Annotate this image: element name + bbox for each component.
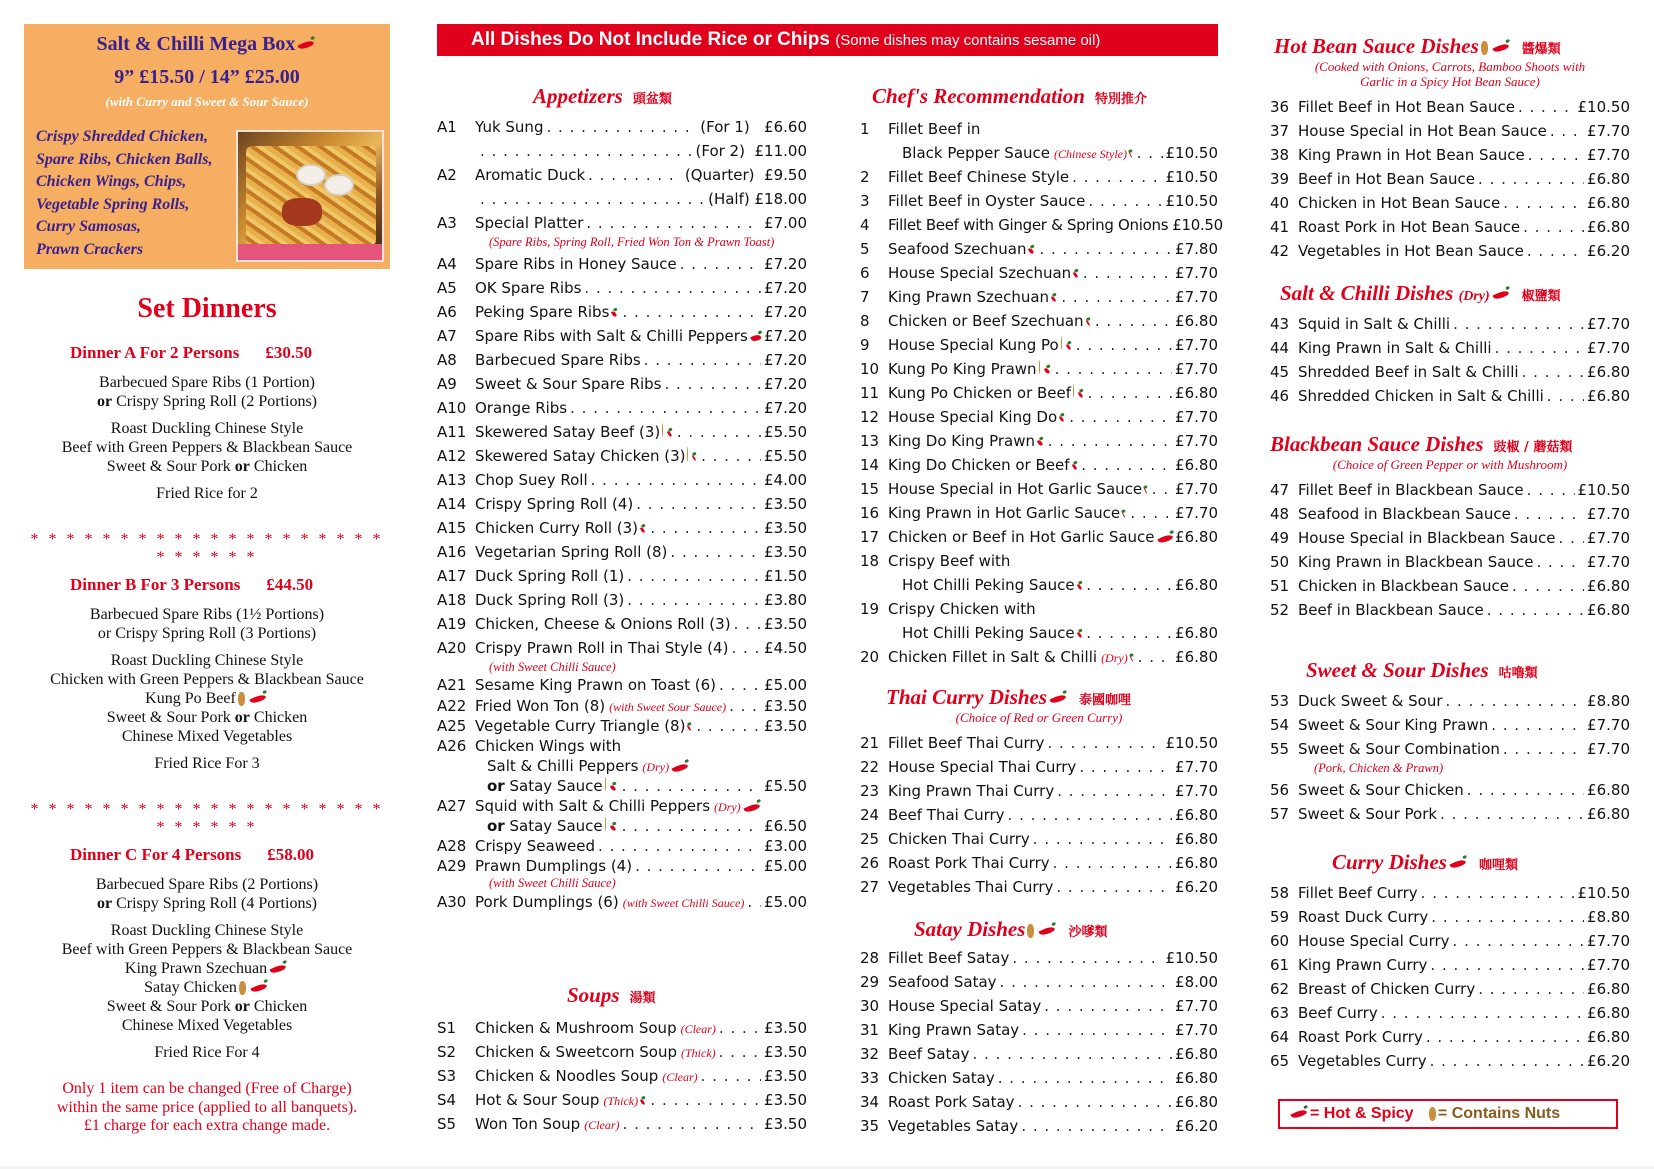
dinner-line	[24, 392, 390, 411]
dinner-b-name: Dinner B For 3 Persons	[70, 575, 241, 594]
menu-row: 48 Seafood in Blackbean Sauce . . . £7.70	[1270, 502, 1630, 526]
change-policy-note	[24, 1080, 390, 1136]
legend-hot: = Hot & Spicy	[1310, 1105, 1414, 1122]
menu-row: 61 King Prawn Curry . . . £7.70	[1270, 953, 1630, 977]
photo-box-edge	[238, 244, 384, 260]
menu-row: . . . (For 2) £11.00	[437, 139, 807, 163]
peanut-icon	[1039, 360, 1041, 374]
menu-row: 44 King Prawn in Salt & Chilli . . . £7.70	[1270, 336, 1630, 360]
dinner-line-text: Crispy Spring Roll (2 Portions)	[116, 393, 317, 410]
menu-row: 60 House Special Curry . . . £7.70	[1270, 929, 1630, 953]
menu-row: A29 Prawn Dumplings (4) . . . £5.00	[437, 856, 807, 876]
menu-row: A5 OK Spare Ribs . . . £7.20	[437, 276, 807, 300]
dinner-a-name: Dinner A For 2 Persons	[70, 343, 240, 362]
chili-icon	[1073, 272, 1078, 279]
menu-row: 5 Seafood Szechuan . . . £7.80	[860, 237, 1218, 261]
mega-box-title: Salt & Chilli Mega Box	[24, 24, 390, 57]
menu-row: 63 Beef Curry . . . £6.80	[1270, 1001, 1630, 1025]
menu-row: 14 King Do Chicken or Beef . . . £6.80	[860, 453, 1218, 477]
menu-row: A13 Chop Suey Roll . . . £4.00	[437, 468, 807, 492]
menu-row: A2 Aromatic Duck . . . (Quarter) £9.50	[437, 163, 807, 187]
peanut-icon	[605, 777, 607, 791]
chili-icon	[1085, 320, 1090, 326]
menu-row: 6 House Special Szechuan . . . £7.70	[860, 261, 1218, 285]
dinner-a-heading	[24, 343, 390, 363]
or-word: or	[487, 817, 505, 835]
photo-sauce-pot	[296, 164, 326, 186]
dinner-line: Beef with Green Peppers & Blackbean Sauce	[61, 941, 353, 958]
dinner-line-text: Kung Po Beef	[145, 690, 236, 707]
menu-row: 30 House Special Satay . . . £7.70	[860, 994, 1218, 1018]
dinner-line-text: Sweet & Sour Pork	[106, 998, 231, 1015]
note-line: within the same price (applied to all banquets).	[56, 1098, 358, 1116]
dinner-c-heading	[24, 845, 390, 865]
menu-row: 37 House Special in Hot Bean Sauce . . . £7.70	[1270, 119, 1630, 143]
menu-row: 15 House Special in Hot Garlic Sauce . . . £7.70	[860, 477, 1218, 501]
saltchilli-title: Salt & Chilli Dishes (Dry) 椒鹽類	[1280, 281, 1561, 305]
peanut-icon	[1073, 384, 1074, 398]
chili-icon	[1037, 439, 1043, 446]
menu-row: 11 Kung Po Chicken or Beef . . . £6.80	[860, 381, 1218, 405]
chili-icon	[610, 784, 616, 791]
item-note: (with Sweet Chilli Sauce)	[489, 876, 616, 890]
menu-row: 65 Vegetables Curry . . . £6.20	[1270, 1049, 1630, 1073]
menu-row: 35 Vegetables Satay . . . £6.20	[860, 1114, 1218, 1138]
menu-row: 12 House Special King Do . . . £7.70	[860, 405, 1218, 429]
mega-box-prices: 9” £15.50 / 14” £25.00	[114, 66, 300, 88]
menu-row: A30 Pork Dumplings (6) (with Sweet Chilli Sauce) . . . £5.00	[437, 891, 807, 913]
chili-icon	[672, 762, 689, 774]
dinner-line-text: Chicken	[253, 998, 308, 1015]
menu-row: A6 Peking Spare Ribs . . . £7.20	[437, 300, 807, 324]
menu-row: 53 Duck Sweet & Sour . . . £8.80	[1270, 689, 1630, 713]
menu-row: 1 Fillet Beef in	[860, 120, 981, 138]
menu-row: A7 Spare Ribs with Salt & Chilli Peppers £7.20	[437, 327, 807, 345]
dinner-b-price: £44.50	[266, 575, 314, 594]
dinner-line	[24, 689, 390, 708]
peanut-icon	[605, 817, 607, 831]
menu-row: A11 Skewered Satay Beef (3) . . . £5.50	[437, 420, 807, 444]
dinner-line-text: Chicken	[253, 458, 308, 475]
menu-row: 21 Fillet Beef Thai Curry . . . £10.50	[860, 731, 1218, 755]
or-word: or	[96, 895, 113, 912]
menu-row: 20 Chicken Fillet in Salt & Chilli (Dry) . . . £6.80	[860, 645, 1218, 669]
menu-row: 64 Roast Pork Curry . . . £6.80	[1270, 1025, 1630, 1049]
item-note: (Spare Ribs, Spring Roll, Fried Won Ton & Prawn Toast)	[489, 235, 775, 249]
menu-row: A8 Barbecued Spare Ribs . . . £7.20	[437, 348, 807, 372]
menu-row: 41 Roast Pork in Hot Bean Sauce . . . £6.80	[1270, 215, 1630, 239]
menu-row: 25 Chicken Thai Curry . . . £6.80	[860, 827, 1218, 851]
dinner-a-price: £30.50	[265, 343, 313, 362]
dinner-line-text: Sweet & Sour Pork	[106, 709, 231, 726]
mega-box-item: Prawn Crackers	[36, 240, 144, 258]
menu-row: A9 Sweet & Sour Spare Ribs . . . £7.20	[437, 372, 807, 396]
dinner-line: Barbecued Spare Ribs (1 Portion)	[99, 374, 315, 391]
chili-icon	[610, 824, 616, 831]
peanut-icon	[1429, 1107, 1436, 1121]
thai-sub: (Choice of Red or Green Curry)	[955, 710, 1123, 725]
dinner-line: Roast Duckling Chinese Style	[110, 420, 304, 437]
menu-row: 32 Beef Satay . . . £6.80	[860, 1042, 1218, 1066]
thai-cn: 泰國咖哩	[1079, 693, 1132, 708]
mega-box-item: Crispy Shredded Chicken,	[36, 128, 209, 145]
menu-row: A22 Fried Won Ton (8) (with Sweet Sour Sauce) . . . £3.50	[437, 696, 807, 716]
menu-row: 8 Chicken or Beef Szechuan . . . £6.80	[860, 309, 1218, 333]
menu-row: 13 King Do King Prawn . . . £7.70	[860, 429, 1218, 453]
menu-row: A28 Crispy Seaweed . . . £3.00	[437, 836, 807, 856]
menu-row: 19 Crispy Chicken with	[860, 600, 1036, 618]
menu-row: 24 Beef Thai Curry . . . £6.80	[860, 803, 1218, 827]
dinner-line	[24, 978, 390, 997]
dinner-line: Chinese Mixed Vegetables	[121, 1017, 293, 1034]
menu-row: 3 Fillet Beef in Oyster Sauce . . . £10.50	[860, 189, 1218, 213]
dinner-line: Chinese Mixed Vegetables	[121, 728, 293, 745]
left-column	[24, 24, 390, 1136]
menu-row: . . . (Half) £18.00	[437, 187, 807, 211]
dinner-line: or Crispy Spring Roll (3 Portions)	[97, 625, 317, 642]
menu-row: 58 Fillet Beef Curry . . . £10.50	[1270, 881, 1630, 905]
dinner-line-text: Satay Chicken	[144, 979, 237, 996]
menu-row: A16 Vegetarian Spring Roll (8) . . . £3.50	[437, 540, 807, 564]
menu-row: 2 Fillet Beef Chinese Style . . . £10.50	[860, 165, 1218, 189]
menu-row: 40 Chicken in Hot Bean Sauce . . . £6.80	[1270, 191, 1630, 215]
chili-icon	[1078, 392, 1083, 399]
chili-icon	[640, 527, 646, 534]
rice-chips-banner	[437, 24, 1218, 56]
dinner-line: Roast Duckling Chinese Style	[110, 922, 304, 939]
chili-icon	[1050, 693, 1067, 705]
mega-box-item: Spare Ribs, Chicken Balls,	[36, 150, 213, 168]
menu-row: Black Pepper Sauce (Chinese Style) . . . £10.50	[860, 141, 1218, 165]
peanut-icon	[1061, 336, 1062, 350]
chili-icon	[250, 982, 267, 994]
chili-icon	[1059, 416, 1064, 423]
mega-box-panel	[24, 24, 390, 269]
peanut-icon	[1027, 924, 1034, 938]
chili-icon	[1449, 858, 1466, 870]
sub-line: Garlic in a Spicy Hot Bean Sauce)	[1360, 74, 1540, 89]
chili-icon	[687, 725, 691, 731]
chili-icon	[1071, 464, 1076, 471]
menu-row: 9 House Special Kung Po . . . £7.70	[860, 333, 1218, 357]
menu-row: 27 Vegetables Thai Curry . . . £6.20	[860, 875, 1218, 899]
sub-line: (Cooked with Onions, Carrots, Bamboo Shoots with	[1314, 59, 1586, 74]
curry-title: Curry Dishes 咖哩類	[1332, 850, 1518, 874]
soups-title: Soups 湯類	[567, 983, 656, 1007]
mega-box-item: Curry Samosas,	[36, 218, 141, 235]
menu-row: A26 Chicken Wings with	[437, 737, 622, 755]
dinner-b-heading	[24, 575, 390, 595]
menu-row: 47 Fillet Beef in Blackbean Sauce . . . £10.50	[1270, 478, 1630, 502]
or-word: or	[487, 777, 505, 795]
chili-icon	[611, 310, 617, 317]
menu-row: Salt & Chilli Peppers (Dry)	[437, 756, 807, 776]
menu-row: S4 Hot & Sour Soup (Thick) . . . £3.50	[437, 1088, 807, 1112]
chili-icon	[270, 963, 287, 975]
dinner-line: Fried Rice For 4	[154, 1044, 260, 1061]
banner-sub: (Some dishes may contains sesame oil)	[835, 32, 1101, 49]
mega-box-photo	[236, 130, 384, 262]
dinner-line	[24, 457, 390, 476]
chili-icon	[692, 455, 696, 461]
menu-row: 42 Vegetables in Hot Bean Sauce . . . £6.20	[1270, 239, 1630, 263]
chefs-cn: 特別推介	[1094, 92, 1147, 107]
satay-cn: 沙嗲類	[1068, 925, 1108, 940]
menu-row: 33 Chicken Satay . . . £6.80	[860, 1066, 1218, 1090]
dinner-line	[24, 959, 390, 978]
item-note: (with Sweet Chilli Sauce)	[489, 660, 616, 674]
legend-nuts: = Contains Nuts	[1437, 1105, 1561, 1122]
saltchilli-cn: 椒鹽類	[1521, 289, 1561, 304]
menu-row: A3 Special Platter . . . £7.00	[437, 211, 807, 235]
menu-row: A17 Duck Spring Roll (1) . . . £1.50	[437, 564, 807, 588]
note-line: £1 charge for each extra change made.	[83, 1117, 331, 1134]
menu-row: S2 Chicken & Sweetcorn Soup (Thick) . . . £3.50	[437, 1040, 807, 1064]
chili-icon	[640, 1099, 646, 1106]
dinner-c-price: £58.00	[267, 845, 315, 864]
menu-row: A4 Spare Ribs in Honey Sauce . . . £7.20	[437, 252, 807, 276]
menu-row: A12 Skewered Satay Chicken (3) . . . £5.50	[437, 444, 807, 468]
thai-title: Thai Curry Dishes 泰國咖哩	[886, 685, 1132, 709]
menu-row: A27 Squid with Salt & Chilli Peppers (Dry)	[437, 796, 807, 816]
mega-box-item: Chicken Wings, Chips,	[36, 173, 187, 190]
menu-row: 7 King Prawn Szechuan . . . £7.70	[860, 285, 1218, 309]
chili-icon	[1290, 1108, 1307, 1120]
photo-chicken-balls	[282, 198, 322, 226]
menu-row: 4 Fillet Beef with Ginger & Spring Onions £10.50	[860, 216, 1223, 234]
dinner-line-text: Chicken	[253, 709, 308, 726]
dinner-line	[24, 997, 390, 1016]
chili-icon	[1028, 247, 1034, 254]
or-word: or	[234, 998, 250, 1015]
menu-row: A19 Chicken, Cheese & Onions Roll (3) . . . £3.50	[437, 612, 807, 636]
icon-legend	[1278, 1099, 1618, 1129]
banner-main: All Dishes Do Not Include Rice or Chips	[471, 29, 830, 50]
mega-box-note: (with Curry and Sweet & Sour Sauce)	[105, 94, 309, 109]
chili-icon	[1129, 152, 1132, 158]
menu-row: 54 Sweet & Sour King Prawn . . . £7.70	[1270, 713, 1630, 737]
menu-row: S1 Chicken & Mushroom Soup (Clear) . . . £3.50	[437, 1016, 807, 1040]
chili-icon	[1122, 512, 1126, 518]
dinner-line	[24, 894, 390, 913]
hotbean-cn: 醬爆類	[1521, 42, 1561, 57]
or-word: or	[234, 709, 250, 726]
appetizers-cn: 頭盆類	[632, 92, 672, 107]
chili-icon	[249, 693, 266, 705]
menu-row: 22 House Special Thai Curry . . . £7.70	[860, 755, 1218, 779]
dinner-line: Beef with Green Peppers & Blackbean Sauce	[61, 439, 353, 456]
chili-icon	[1051, 296, 1057, 303]
dinner-line-text: Sweet & Sour Pork	[106, 458, 231, 475]
menu-row: or Satay Sauce . . . £6.50	[437, 816, 807, 836]
menu-row: 57 Sweet & Sour Pork . . . £6.80	[1270, 802, 1630, 826]
menu-row: 26 Roast Pork Thai Curry . . . £6.80	[860, 851, 1218, 875]
dinner-line-text: King Prawn Szechuan	[124, 960, 268, 977]
stars-divider: * * * * * * * * * * * * * * * * * * * * * * * * * *	[30, 531, 384, 566]
menu-row: A10 Orange Ribs . . . £7.20	[437, 396, 807, 420]
menu-row: 29 Seafood Satay . . . £8.00	[860, 970, 1218, 994]
photo-tray	[246, 146, 376, 246]
dinner-line: Chicken with Green Peppers & Blackbean Sauce	[50, 671, 364, 688]
dinner-line: Barbecued Spare Ribs (2 Portions)	[95, 876, 319, 893]
item-note: (Pork, Chicken & Prawn)	[1314, 761, 1444, 775]
menu-row: 50 King Prawn in Blackbean Sauce . . . £7.70	[1270, 550, 1630, 574]
menu-row: 10 Kung Po King Prawn . . . £7.70	[860, 357, 1218, 381]
dinner-line-text: Crispy Spring Roll (4 Portions)	[116, 895, 317, 912]
peanut-icon	[238, 692, 245, 706]
dinner-line	[24, 708, 390, 727]
menu-row: 43 Squid in Salt & Chilli . . . £7.70	[1270, 312, 1630, 336]
or-word: or	[96, 393, 113, 410]
saltchilli-dry: (Dry)	[1458, 289, 1490, 304]
menu-row: Hot Chilli Peking Sauce . . . £6.80	[860, 621, 1218, 645]
menu-row: Hot Chilli Peking Sauce . . . £6.80	[860, 573, 1218, 597]
hotbean-title: Hot Bean Sauce Dishes 醬爆類	[1274, 34, 1561, 58]
dinner-c-name: Dinner C For 4 Persons	[70, 845, 242, 864]
dinner-line: Fried Rice For 3	[154, 755, 260, 772]
peanut-icon	[239, 981, 246, 995]
menu-row: 28 Fillet Beef Satay . . . £10.50	[860, 946, 1218, 970]
appetizers-column	[437, 84, 807, 1136]
menu-row: 17 Chicken or Beef in Hot Garlic Sauce £6.80	[860, 528, 1218, 546]
menu-row: 16 King Prawn in Hot Garlic Sauce . . . £7.70	[860, 501, 1218, 525]
menu-row: A14 Crispy Spring Roll (4) . . . £3.50	[437, 492, 807, 516]
menu-row: 46 Shredded Chicken in Salt & Chilli . . . £6.80	[1270, 384, 1630, 408]
sweetsour-cn: 咕嚕類	[1498, 666, 1538, 681]
menu-row: 59 Roast Duck Curry . . . £8.80	[1270, 905, 1630, 929]
chili-icon	[1129, 656, 1132, 662]
appetizers-title: Appetizers 頭盆類	[533, 84, 672, 108]
menu-row: 36 Fillet Beef in Hot Bean Sauce . . . £10.50	[1270, 95, 1630, 119]
menu-row: 56 Sweet & Sour Chicken . . . £6.80	[1270, 778, 1630, 802]
hotbean-sub	[1270, 59, 1630, 89]
photo-sauce-pot	[324, 174, 354, 196]
menu-row: A25 Vegetable Curry Triangle (8) . . . £3.50	[437, 716, 807, 736]
blackbean-title: Blackbean Sauce Dishes 豉椒 / 蘑菇類	[1270, 432, 1573, 456]
chili-icon	[1492, 42, 1509, 54]
satay-title: Satay Dishes 沙嗲類	[914, 917, 1108, 941]
stars-divider: * * * * * * * * * * * * * * * * * * * * * * * * * *	[30, 801, 384, 836]
chili-icon	[1492, 289, 1509, 301]
blackbean-cn: 豉椒 / 蘑菇類	[1493, 440, 1573, 455]
peanut-icon	[1481, 41, 1488, 55]
menu-row: 49 House Special in Blackbean Sauce . . . £7.70	[1270, 526, 1630, 550]
menu-row: 62 Breast of Chicken Curry . . . £6.80	[1270, 977, 1630, 1001]
chefs-title: Chef's Recommendation 特別推介	[872, 84, 1147, 108]
chili-icon	[1144, 488, 1147, 494]
chili-icon	[1157, 533, 1173, 545]
menu-row: 45 Shredded Beef in Salt & Chilli . . . £6.80	[1270, 360, 1630, 384]
chili-icon	[1039, 925, 1056, 937]
menu-row: 18 Crispy Beef with	[860, 552, 1011, 570]
note-line: Only 1 item can be changed (Free of Charge)	[62, 1080, 352, 1097]
chili-icon	[1076, 632, 1081, 639]
menu-row: A1 Yuk Sung . . . (For 1) £6.60	[437, 115, 807, 139]
menu-row: A21 Sesame King Prawn on Toast (6) . . . £5.00	[437, 675, 807, 696]
sweetsour-title: Sweet & Sour Dishes 咕嚕類	[1306, 658, 1538, 682]
or-word: or	[234, 458, 250, 475]
menu-row: 38 King Prawn in Hot Bean Sauce . . . £7.70	[1270, 143, 1630, 167]
dinner-line: Fried Rice for 2	[156, 485, 258, 502]
menu-row: 31 King Prawn Satay . . . £7.70	[860, 1018, 1218, 1042]
menu-row: A18 Duck Spring Roll (3) . . . £3.80	[437, 588, 807, 612]
right-column	[1270, 34, 1630, 1073]
menu-row: 55 Sweet & Sour Combination . . . £7.70	[1270, 737, 1630, 761]
chili-icon	[1076, 584, 1081, 591]
menu-row: S3 Chicken & Noodles Soup (Clear) . . . £3.50	[437, 1064, 807, 1088]
set-dinners-title: Set Dinners	[137, 293, 277, 324]
chefs-column	[860, 84, 1223, 1138]
menu-row: S5 Won Ton Soup (Clear) . . . £3.50	[437, 1112, 807, 1136]
menu-row: 51 Chicken in Blackbean Sauce . . . £6.80	[1270, 574, 1630, 598]
chili-icon	[1044, 368, 1050, 375]
menu-row: A20 Crispy Prawn Roll in Thai Style (4) . . . £4.50	[437, 636, 807, 660]
mega-box-items	[36, 126, 212, 261]
soups-cn: 湯類	[629, 991, 656, 1006]
menu-row: or Satay Sauce . . . £5.50	[437, 776, 807, 796]
chili-icon	[667, 431, 672, 438]
dinner-line: Roast Duckling Chinese Style	[110, 652, 304, 669]
menu-row: 39 Beef in Hot Bean Sauce . . . £6.80	[1270, 167, 1630, 191]
chili-icon	[750, 333, 762, 343]
dinner-line: Barbecued Spare Ribs (1½ Portions)	[89, 606, 325, 623]
menu-row: 52 Beef in Blackbean Sauce . . . £6.80	[1270, 598, 1630, 622]
menu-row: A15 Chicken Curry Roll (3) . . . £3.50	[437, 516, 807, 540]
chili-icon	[1066, 344, 1071, 351]
blackbean-sub: (Choice of Green Pepper or with Mushroom)	[1332, 457, 1568, 472]
chili-icon	[743, 802, 760, 814]
chili-icon	[298, 39, 315, 51]
menu-row: 34 Roast Pork Satay . . . £6.80	[860, 1090, 1218, 1114]
peanut-icon	[687, 447, 688, 461]
peanut-icon	[662, 423, 663, 437]
mega-box-item: Vegetable Spring Rolls,	[36, 195, 190, 213]
curry-cn: 咖哩類	[1478, 858, 1518, 873]
menu-row: 23 King Prawn Thai Curry . . . £7.70	[860, 779, 1218, 803]
